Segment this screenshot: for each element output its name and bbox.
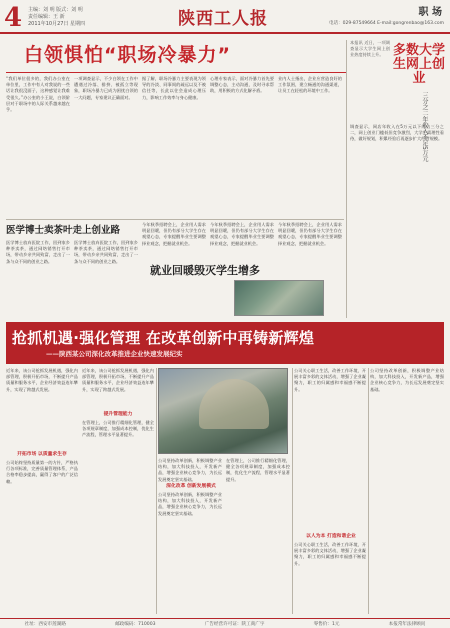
feature-column: 近年来，该公司抢抓发展机遇，强化内部管理，积极开拓市场，不断提升产品质量和服务水平，企业经济效益连年攀升，实现了跨越式发展。 <box>6 368 78 392</box>
feature-banner <box>6 322 444 364</box>
masthead-meta: 主编：刘 明 版式：刘 明 责任编辑：王 新 2011年10月27日 星期四 <box>28 7 86 27</box>
feature-column: 近年来，该公司抢抓发展机遇，强化内部管理，积极开拓市场，不断提升产品质量和服务水平，企业经济效益连年攀升，实现了跨越式发展。 <box>82 368 154 392</box>
side-body: 调查显示，网店年收入在5万元以下的占三分之二，网上创业门槛低但竞争激烈，大学生需理性看待，做好规划，积累经验后再逐步扩大经营规模。 <box>350 124 444 142</box>
feature-column: 公司坚持改革创新，积极调整产业结构，加大科技投入，开发新产品，增强企业核心竞争力，为长远发展奠定坚实基础。 <box>158 492 222 516</box>
photo-caption: 公司坚持改革创新，积极调整产业结构，加大科技投入，开发新产品，增强企业核心竞争力，为长远发展奠定坚实基础。 <box>158 458 222 482</box>
article-column: 业内人士指出，企业应营造良好的工作氛围，建立畅通的沟通渠道，让员工在轻松的环境中工作。 <box>278 76 342 94</box>
headline-employment: 就业回暖毁灭学生增多 <box>150 264 260 277</box>
article-column: 心理专家表示，面对冷暴力首先要调整心态，主动沟通，及时寻求帮助，用积极的方式化解矛盾。 <box>210 76 274 94</box>
photo-factory <box>158 368 288 454</box>
feature-subhead: 开拓市场 以质量求生存 <box>17 452 67 457</box>
headline-doctor-tea: 医学博士卖茶叶走上创业路 <box>6 225 121 236</box>
article-column: 今年秋季招聘会上，企业用人需求明显回暖，但仍有部分大学生存在观望心态，专家提醒毕业生要调整择业观念，把握就业机会。 <box>142 222 206 246</box>
masthead <box>0 0 450 34</box>
article-column: 据了解，职场冷暴力主要表现为领导的冷淡、同事间的疏远以及不被信任等，长此以往会造成心理压力，影响工作效率与身心健康。 <box>142 76 206 100</box>
article-column: 医学博士放弃医院工作，回到家乡种茶卖茶，通过网络销售打开市场，带动乡亲共同致富，走出了一条与众不同的创业之路。 <box>74 240 138 264</box>
headline-rule <box>6 72 346 73</box>
banner-subtitle: ——陕西某公司深化改革推进企业快速发展纪实 <box>46 350 183 358</box>
article-column: “我们单位很多的，我们办公室在单位里，工作中有人对我说的一些话让我很没面子，这种感觉让我难受很久。”办公室的小王说，白领阶层对于职场中的人际关系越来越在乎。 <box>6 76 70 113</box>
feature-column: 公司关心职工生活，改善工作环境，开展丰富多彩的文体活动，增强了企业凝聚力，职工的归属感和幸福感不断提升。 <box>294 542 366 566</box>
masthead-contact: 电话：029-87549664 E-mail:gongrenbao@163.com <box>329 21 444 26</box>
side-intro: 本报讯 近日，一项调查显示大学生网上创业热度持续上升。 <box>350 40 390 58</box>
page-footer: 社址：西安市莲湖路 邮政编码：710003 广告经营许可证：陕工商广字 零售价：1元 本报常年法律顾问 <box>0 618 450 628</box>
feature-column: 在管理上，公司推行精细化管理，健全各项规章制度，加强成本控制，优化生产流程，管理水平显著提升。 <box>226 458 290 482</box>
feature-subhead: 深化改革 创新发展模式 <box>166 484 216 489</box>
page-number: 4 <box>4 3 23 33</box>
feature-subhead: 提升管理能力 <box>103 412 133 417</box>
side-headline: 多数大学生网上创业 <box>392 43 445 86</box>
side-subheadline: 三分之二年收入不足5万元 <box>421 92 428 162</box>
feature-column: 公司坚持改革创新，积极调整产业结构，加大科技投入，开发新产品，增强企业核心竞争力，为长远发展奠定坚实基础。 <box>370 368 444 392</box>
newspaper-logo: 陕西工人报 <box>178 9 268 29</box>
article-column: 今年秋季招聘会上，企业用人需求明显回暖，但仍有部分大学生存在观望心态，专家提醒毕业生要调整择业观念，把握就业机会。 <box>210 222 274 246</box>
feature-column: 公司始终坚持质量第一的方针，严格执行各项标准，完善质量管理体系，产品合格率稳步提高，赢得了客户的广泛信赖。 <box>6 460 78 484</box>
article-column: 今年秋季招聘会上，企业用人需求明显回暖，但仍有部分大学生存在观望心态，专家提醒毕业生要调整择业观念，把握就业机会。 <box>278 222 342 246</box>
article-column: 一项调查显示，不少白领在工作中遭遇过冷落、排挤、被孤立等现象，职场冷暴力已成为困扰白领的一大问题，专家建议正确面对。 <box>74 76 138 100</box>
section-tag: 职 场 <box>418 7 442 18</box>
article-column: 医学博士放弃医院工作，回到家乡种茶卖茶，通过网络销售打开市场，带动乡亲共同致富，走出了一条与众不同的创业之路。 <box>6 240 70 264</box>
banner-title: 抢抓机遇·强化管理 在改革创新中再铸新辉煌 <box>12 329 315 347</box>
feature-column: 公司关心职工生活，改善工作环境，开展丰富多彩的文体活动，增强了企业凝聚力，职工的归属感和幸福感不断提升。 <box>294 368 366 392</box>
feature-column: 在管理上，公司推行精细化管理，健全各项规章制度，加强成本控制，优化生产流程，管理水平显著提升。 <box>82 420 154 438</box>
feature-subhead: 以人为本 打造和谐企业 <box>306 534 356 539</box>
headline-workplace-cold-violence: 白领惧怕“职场冷暴力” <box>24 44 231 66</box>
